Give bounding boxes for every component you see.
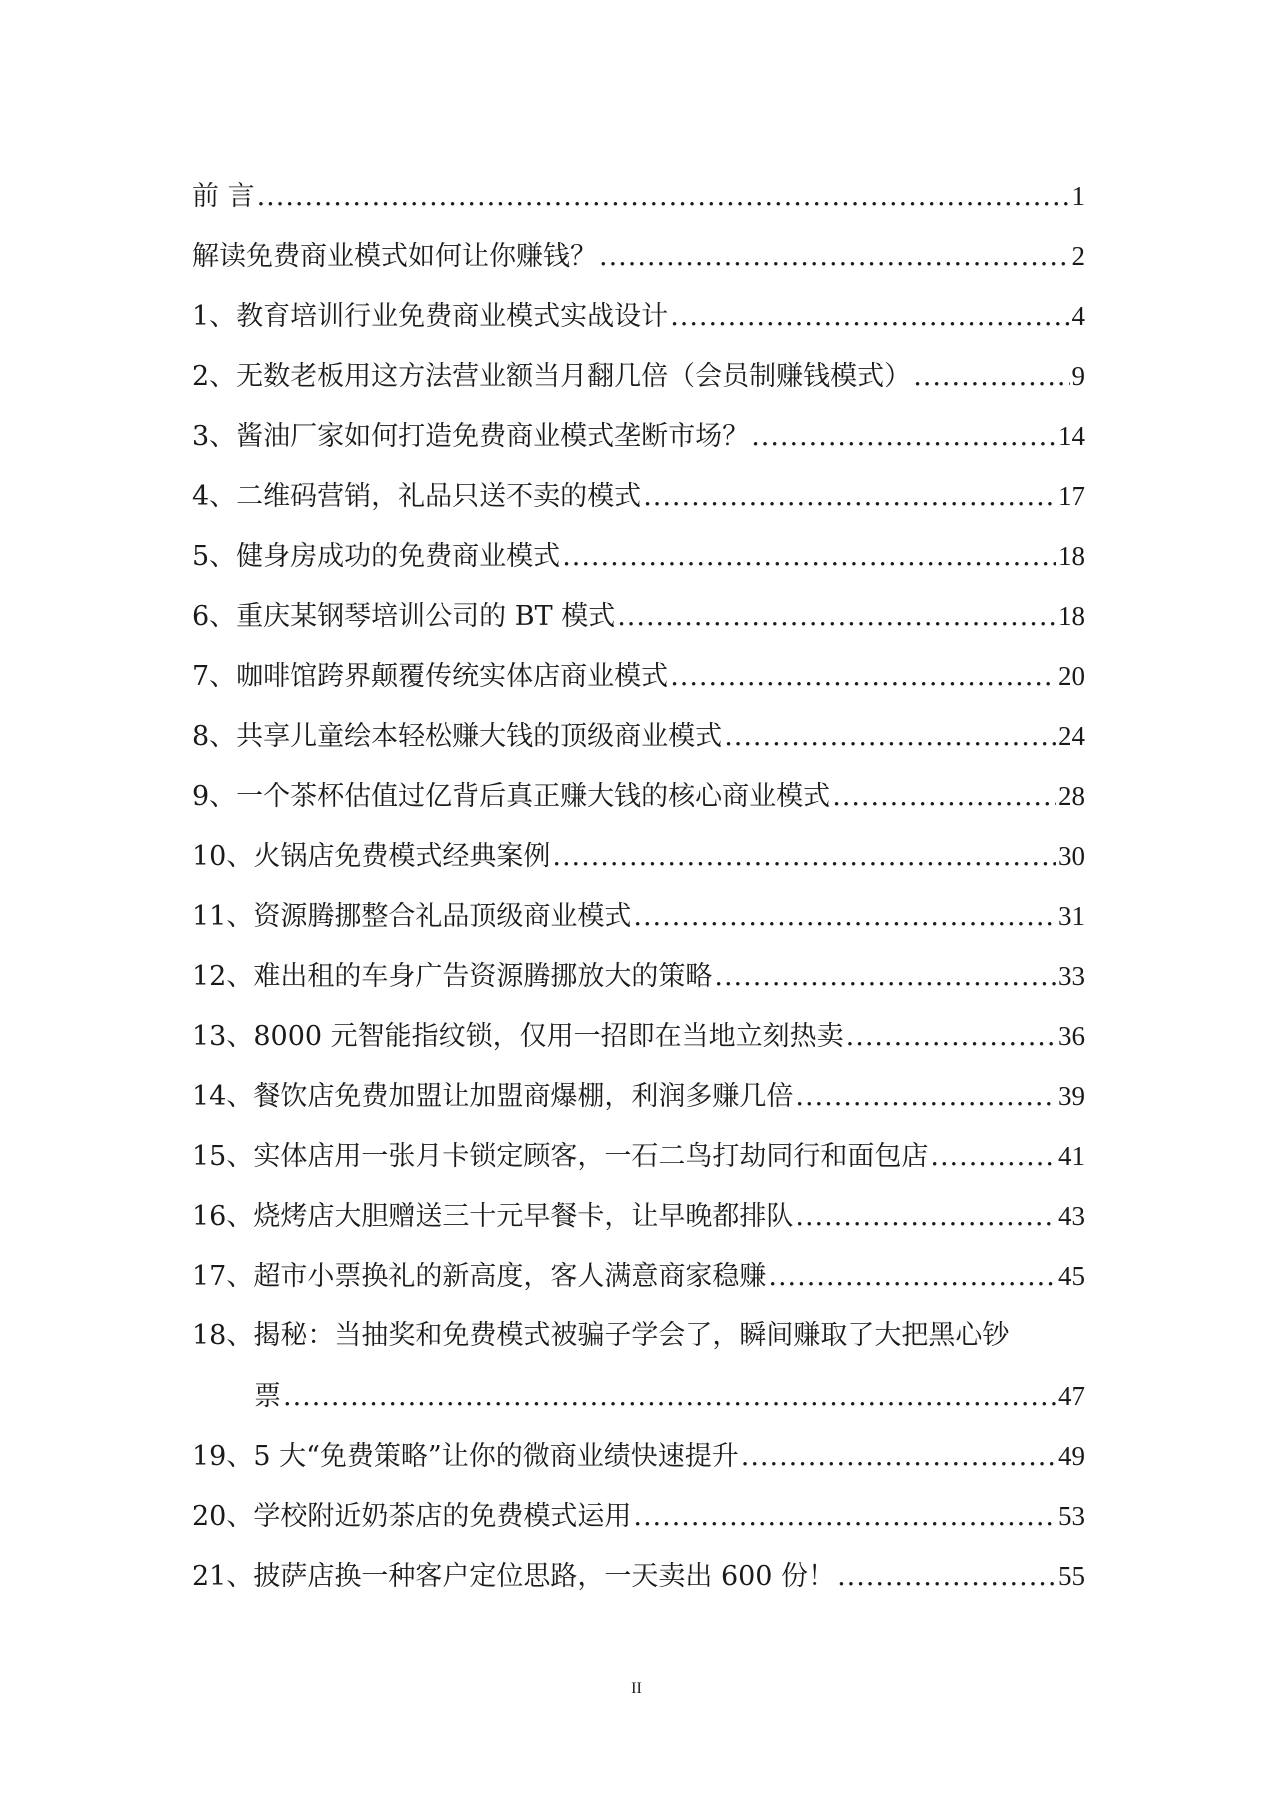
toc-leader-dots xyxy=(599,227,1070,287)
toc-entry-title: 4、二维码营销，礼品只送不卖的模式 xyxy=(192,481,642,512)
toc-entry-title: 解读免费商业模式如何让你赚钱？ xyxy=(192,241,597,272)
toc-entry-title: 2、无数老板用这方法营业额当月翻几倍（会员制赚钱模式） xyxy=(192,361,912,392)
toc-entry-page-number: 53 xyxy=(1058,1501,1085,1531)
toc-entry-title: 12、难出租的车身广告资源腾挪放大的策略 xyxy=(192,961,713,992)
toc-entry-title: 3、酱油厂家如何打造免费商业模式垄断市场？ xyxy=(192,421,750,452)
toc-entry[interactable] xyxy=(192,406,1085,466)
toc-entry-title: 17、超市小票换礼的新高度，客人满意商家稳赚 xyxy=(192,1261,767,1292)
toc-leader-dots xyxy=(617,587,1056,647)
toc-entry-title: 6、重庆某钢琴培训公司的 BT 模式 xyxy=(192,601,616,632)
toc-entry-title: 20、学校附近奶茶店的免费模式运用 xyxy=(192,1501,632,1532)
toc-leader-dots xyxy=(795,1067,1056,1127)
toc-entry[interactable] xyxy=(192,946,1085,1006)
toc-leader-dots xyxy=(837,1547,1056,1607)
toc-entry-page-number: 41 xyxy=(1058,1141,1085,1171)
toc-entry-page-number: 28 xyxy=(1058,781,1085,811)
toc-leader-dots xyxy=(643,467,1056,527)
toc-entry-page-number: 43 xyxy=(1058,1201,1085,1231)
toc-entry-title: 16、烧烤店大胆赠送三十元早餐卡，让早晚都排队 xyxy=(192,1201,794,1232)
toc-leader-dots xyxy=(670,287,1069,347)
toc-entry-title: 11、资源腾挪整合礼品顶级商业模式 xyxy=(192,901,632,932)
toc-leader-dots xyxy=(283,1367,1056,1427)
toc-entry-page-number: 4 xyxy=(1071,301,1085,331)
toc-entry[interactable] xyxy=(192,826,1085,886)
toc-entry-page-number: 18 xyxy=(1058,541,1085,571)
toc-entry-page-number: 45 xyxy=(1058,1261,1085,1291)
toc-entry-page-number: 17 xyxy=(1058,481,1085,511)
toc-entry-title: 18、揭秘：当抽奖和免费模式被骗子学会了，瞬间赚取了大把黑心钞 xyxy=(192,1320,1010,1351)
toc-entry[interactable] xyxy=(192,466,1085,526)
toc-entry[interactable] xyxy=(192,886,1085,946)
toc-entry[interactable] xyxy=(192,1126,1085,1186)
toc-leader-dots xyxy=(930,1127,1056,1187)
toc-entry-page-number: 33 xyxy=(1058,961,1085,991)
toc-leader-dots xyxy=(257,167,1070,227)
toc-entry[interactable] xyxy=(192,1006,1085,1066)
toc-entry[interactable] xyxy=(192,166,1085,226)
toc-entry-title: 13、8000 元智能指纹锁，仅用一招即在当地立刻热卖 xyxy=(192,1021,844,1052)
page-footer-number: II xyxy=(631,1680,642,1697)
toc-entry-title: 前 言 xyxy=(192,181,255,212)
toc-entry[interactable] xyxy=(192,226,1085,286)
toc-entry-title: 8、共享儿童绘本轻松赚大钱的顶级商业模式 xyxy=(192,721,723,752)
toc-entry-page-number: 31 xyxy=(1058,901,1085,931)
toc-entry-title-continuation xyxy=(192,1366,1085,1426)
toc-entry-title: 9、一个茶杯估值过亿背后真正赚大钱的核心商业模式 xyxy=(192,781,831,812)
toc-entry-page-number: 9 xyxy=(1071,361,1085,391)
toc-entry-page-number: 47 xyxy=(1058,1381,1085,1411)
toc-leader-dots xyxy=(795,1187,1056,1247)
toc-entry[interactable] xyxy=(192,586,1085,646)
toc-entry[interactable] xyxy=(192,526,1085,586)
toc-entry-page-number: 20 xyxy=(1058,661,1085,691)
toc-leader-dots xyxy=(562,527,1056,587)
toc-entry-title-tail: 票 xyxy=(254,1381,281,1412)
toc-entry-title: 19、5 大“免费策略”让你的微商业绩快速提升 xyxy=(192,1441,739,1472)
toc-leader-dots xyxy=(846,1007,1056,1067)
toc-entry-title: 14、餐饮店免费加盟让加盟商爆棚，利润多赚几倍 xyxy=(192,1081,794,1112)
toc-entry-page-number: 1 xyxy=(1071,181,1085,211)
toc-entry-page-number: 2 xyxy=(1071,241,1085,271)
toc-leader-dots xyxy=(768,1247,1056,1307)
toc-entry-title: 1、教育培训行业免费商业模式实战设计 xyxy=(192,301,669,332)
toc-entry-page-number: 24 xyxy=(1058,721,1085,751)
toc-entry[interactable] xyxy=(192,1186,1085,1246)
toc-entry[interactable] xyxy=(192,1486,1085,1546)
toc-entry[interactable] xyxy=(192,346,1085,406)
toc-entry-title: 21、披萨店换一种客户定位思路，一天卖出 600 份！ xyxy=(192,1561,836,1592)
toc-entry-title: 5、健身房成功的免费商业模式 xyxy=(192,541,561,572)
toc-leader-dots xyxy=(741,1427,1056,1487)
toc-leader-dots xyxy=(670,647,1056,707)
toc-leader-dots xyxy=(633,1487,1056,1547)
toc-leader-dots xyxy=(714,947,1056,1007)
toc-entry[interactable] xyxy=(192,706,1085,766)
toc-entry[interactable] xyxy=(192,1066,1085,1126)
toc-entry-page-number: 18 xyxy=(1058,601,1085,631)
toc-entry[interactable] xyxy=(192,766,1085,826)
toc-leader-dots xyxy=(751,407,1056,467)
toc-entry-page-number: 14 xyxy=(1058,421,1085,451)
toc-leader-dots xyxy=(724,707,1056,767)
toc-entry-page-number: 49 xyxy=(1058,1441,1085,1471)
toc-entry-title: 10、火锅店免费模式经典案例 xyxy=(192,841,551,872)
toc-entry[interactable] xyxy=(192,286,1085,346)
toc-entry-page-number: 30 xyxy=(1058,841,1085,871)
toc-entry[interactable] xyxy=(192,1426,1085,1486)
toc-leader-dots xyxy=(913,347,1069,407)
toc-entry[interactable] xyxy=(192,1246,1085,1306)
toc-leader-dots xyxy=(633,887,1056,947)
toc-entry[interactable] xyxy=(192,1546,1085,1606)
toc-entry-page-number: 39 xyxy=(1058,1081,1085,1111)
toc-entry-page-number: 36 xyxy=(1058,1021,1085,1051)
toc-leader-dots xyxy=(832,767,1056,827)
toc-entry-title: 7、咖啡馆跨界颠覆传统实体店商业模式 xyxy=(192,661,669,692)
table-of-contents xyxy=(192,166,1085,1606)
toc-leader-dots xyxy=(552,827,1056,887)
toc-entry-page-number: 55 xyxy=(1058,1561,1085,1591)
toc-entry[interactable] xyxy=(192,1306,1085,1426)
toc-entry[interactable] xyxy=(192,646,1085,706)
toc-entry-title: 15、实体店用一张月卡锁定顾客，一石二鸟打劫同行和面包店 xyxy=(192,1141,929,1172)
